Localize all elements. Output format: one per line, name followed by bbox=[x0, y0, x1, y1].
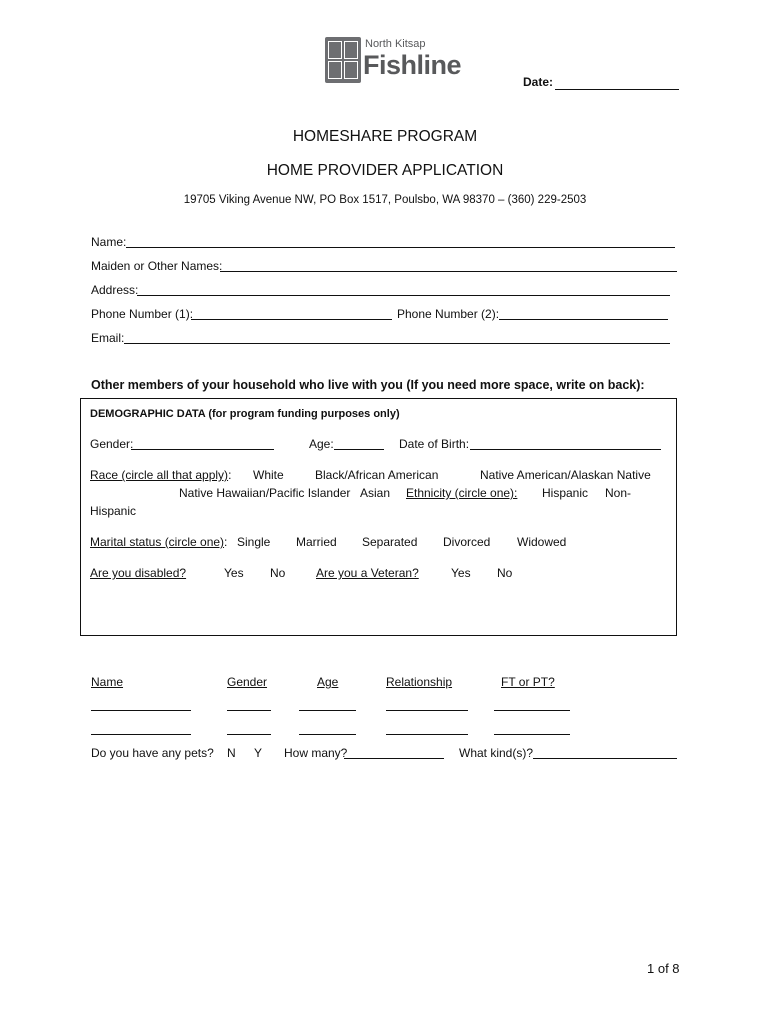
pets-how-many-field[interactable] bbox=[344, 758, 444, 759]
age-field[interactable] bbox=[334, 449, 384, 450]
veteran-option-yes[interactable]: Yes bbox=[451, 566, 471, 580]
ethnicity-label: Ethnicity (circle one): bbox=[406, 486, 518, 500]
race-option-asian[interactable]: Asian bbox=[360, 486, 391, 500]
disabled-label: Are you disabled? bbox=[90, 566, 187, 580]
phone1-label: Phone Number (1): bbox=[91, 307, 194, 321]
maiden-name-label: Maiden or Other Names: bbox=[91, 259, 223, 273]
member-row-1-gender-field[interactable] bbox=[227, 710, 271, 711]
member-row-2-age-field[interactable] bbox=[299, 734, 356, 735]
race-option-native-american[interactable]: Native American/Alaskan Native bbox=[480, 468, 651, 482]
phone2-field[interactable] bbox=[499, 319, 668, 320]
organization-address: 19705 Viking Avenue NW, PO Box 1517, Poulsbo, WA 98370 – (360) 229-2503 bbox=[183, 194, 587, 206]
marital-option-married[interactable]: Married bbox=[296, 535, 337, 549]
pets-option-n[interactable]: N bbox=[227, 746, 236, 760]
phone1-field[interactable] bbox=[191, 319, 392, 320]
address-label: Address: bbox=[91, 283, 139, 297]
member-row-1-age-field[interactable] bbox=[299, 710, 356, 711]
pets-what-kind-field[interactable] bbox=[533, 758, 677, 759]
marital-option-widowed[interactable]: Widowed bbox=[517, 535, 567, 549]
name-label: Name: bbox=[91, 235, 127, 249]
age-label: Age: bbox=[309, 437, 334, 451]
race-colon: : bbox=[228, 468, 232, 482]
race-option-black[interactable]: Black/African American bbox=[315, 468, 439, 482]
member-row-2-gender-field[interactable] bbox=[227, 734, 271, 735]
table-header-ft-pt: FT or PT? bbox=[501, 675, 555, 689]
date-field[interactable] bbox=[555, 89, 679, 90]
page-number: 1 of 8 bbox=[647, 961, 680, 976]
table-header-age: Age bbox=[317, 675, 339, 689]
marital-label: Marital status (circle one) bbox=[90, 535, 225, 549]
dob-label: Date of Birth: bbox=[399, 437, 470, 451]
pets-option-y[interactable]: Y bbox=[254, 746, 263, 760]
gender-label: Gender: bbox=[90, 437, 134, 451]
fishline-logo-icon bbox=[325, 37, 361, 83]
ethnicity-option-non-hispanic-cont[interactable]: Hispanic bbox=[90, 504, 137, 518]
email-field[interactable] bbox=[124, 343, 670, 344]
table-header-gender: Gender bbox=[227, 675, 268, 689]
marital-option-separated[interactable]: Separated bbox=[362, 535, 418, 549]
gender-field[interactable] bbox=[131, 449, 274, 450]
race-option-white[interactable]: White bbox=[253, 468, 284, 482]
logo-text-small: North Kitsap bbox=[365, 38, 426, 50]
member-row-1-relationship-field[interactable] bbox=[386, 710, 468, 711]
pets-question: Do you have any pets? bbox=[91, 746, 214, 760]
veteran-option-no[interactable]: No bbox=[497, 566, 513, 580]
member-row-1-name-field[interactable] bbox=[91, 710, 191, 711]
member-row-2-ftpt-field[interactable] bbox=[494, 734, 570, 735]
marital-colon: : bbox=[224, 535, 228, 549]
table-header-name: Name bbox=[91, 675, 124, 689]
table-header-relationship: Relationship bbox=[386, 675, 453, 689]
marital-label-row bbox=[90, 535, 227, 549]
marital-option-single[interactable]: Single bbox=[237, 535, 271, 549]
demographic-heading: DEMOGRAPHIC DATA (for program funding purposes only) bbox=[90, 408, 400, 420]
disabled-option-yes[interactable]: Yes bbox=[224, 566, 244, 580]
race-label: Race (circle all that apply) bbox=[90, 468, 229, 482]
member-row-2-name-field[interactable] bbox=[91, 734, 191, 735]
phone2-label: Phone Number (2): bbox=[397, 307, 500, 321]
email-label: Email: bbox=[91, 331, 125, 345]
member-row-1-ftpt-field[interactable] bbox=[494, 710, 570, 711]
household-heading: Other members of your household who live with you (If you need more space, write on back): bbox=[91, 378, 645, 392]
pets-what-kind-label: What kind(s)? bbox=[459, 746, 534, 760]
veteran-label: Are you a Veteran? bbox=[316, 566, 419, 580]
ethnicity-option-non-hispanic[interactable]: Non- bbox=[605, 486, 632, 500]
dob-field[interactable] bbox=[470, 449, 661, 450]
name-field[interactable] bbox=[126, 247, 675, 248]
demographic-box bbox=[80, 398, 677, 636]
race-option-pacific-islander[interactable]: Native Hawaiian/Pacific Islander bbox=[179, 486, 351, 500]
date-label: Date: bbox=[523, 75, 554, 89]
page-subtitle: HOME PROVIDER APPLICATION bbox=[266, 162, 504, 179]
logo-text-large: Fishline bbox=[363, 50, 462, 80]
pets-how-many-label: How many? bbox=[284, 746, 348, 760]
maiden-name-field[interactable] bbox=[220, 271, 677, 272]
race-label-row bbox=[90, 468, 231, 482]
page-title: HOMESHARE PROGRAM bbox=[292, 128, 478, 145]
ethnicity-option-hispanic[interactable]: Hispanic bbox=[542, 486, 589, 500]
disabled-option-no[interactable]: No bbox=[270, 566, 286, 580]
member-row-2-relationship-field[interactable] bbox=[386, 734, 468, 735]
address-field[interactable] bbox=[137, 295, 670, 296]
marital-option-divorced[interactable]: Divorced bbox=[443, 535, 491, 549]
